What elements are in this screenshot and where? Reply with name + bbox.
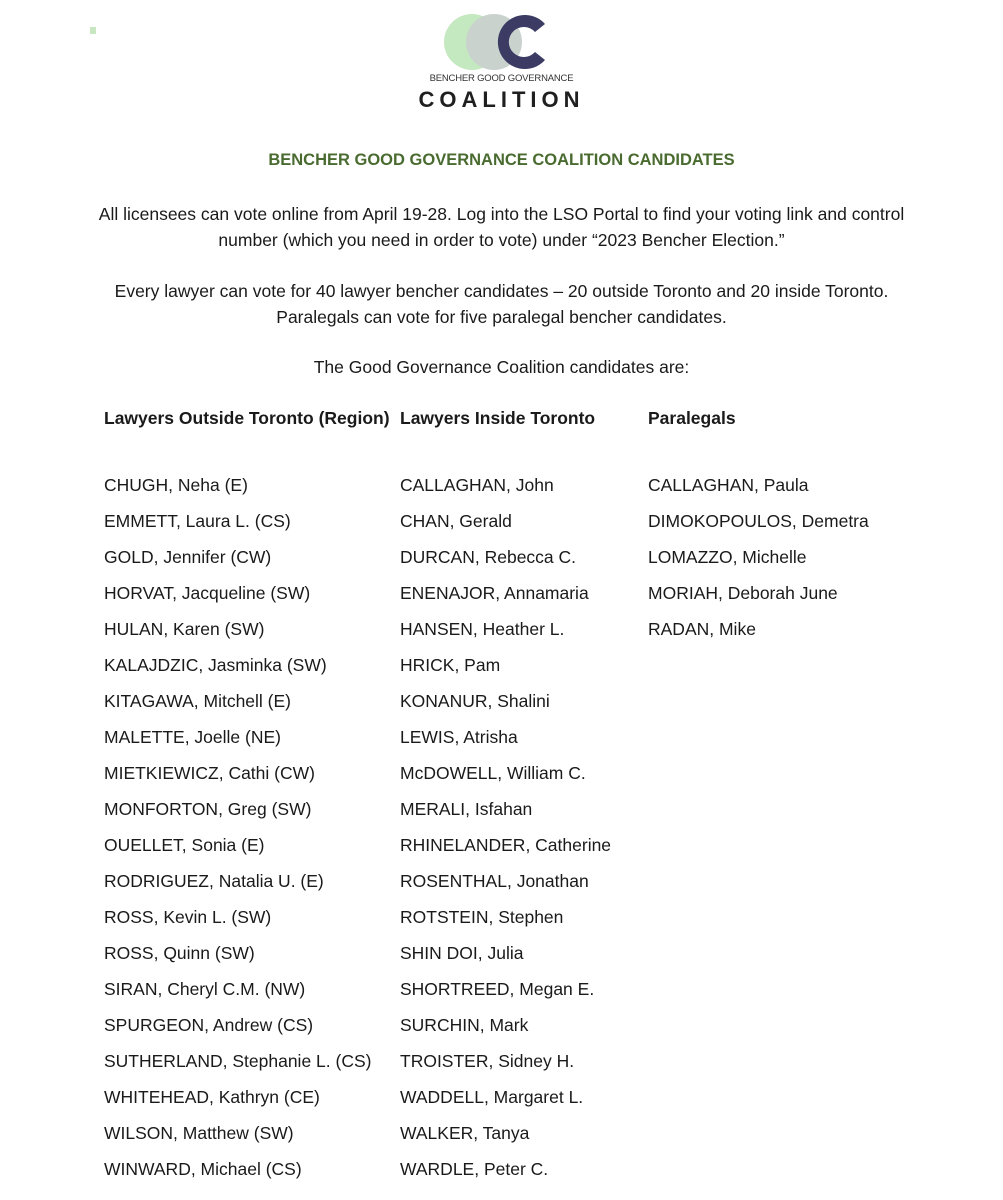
candidate-name: MORIAH, Deborah June	[648, 583, 838, 603]
candidate-name: CHUGH, Neha (E)	[104, 475, 248, 495]
candidate-name: ROSS, Kevin L. (SW)	[104, 907, 272, 927]
candidate-name: LEWIS, Atrisha	[400, 727, 518, 747]
candidate-name: ROTSTEIN, Stephen	[400, 907, 564, 927]
candidate-name: MONFORTON, Greg (SW)	[104, 799, 312, 819]
voting-rules: Every lawyer can vote for 40 lawyer bencher candidates – 20 outside Toronto and 20 inside Toronto. Paralegals can vote for five paralegal bencher candidates.	[114, 281, 889, 327]
logo-mark-icon	[442, 12, 562, 74]
candidate-name: RADAN, Mike	[648, 619, 756, 639]
candidate-name: HULAN, Karen (SW)	[104, 619, 265, 639]
voting-instructions: All licensees can vote online from April 19-28. Log into the LSO Portal to find your voting link and control number (which you need in order to vote) under “2023 Bencher Election.”	[98, 204, 905, 250]
candidate-name: RHINELANDER, Catherine	[400, 835, 612, 855]
candidate-name: SIRAN, Cheryl C.M. (NW)	[104, 979, 306, 999]
logo-subtitle: BENCHER GOOD GOVERNANCE	[429, 73, 574, 84]
candidate-name: WHITEHEAD, Kathryn (CE)	[104, 1087, 320, 1107]
candidate-name: WINWARD, Michael (CS)	[104, 1159, 302, 1179]
candidate-name: HRICK, Pam	[400, 655, 501, 675]
candidate-name: CALLAGHAN, Paula	[648, 475, 809, 495]
candidate-name: WARDLE, Peter C.	[400, 1159, 549, 1179]
candidate-name: RODRIGUEZ, Natalia U. (E)	[104, 871, 324, 891]
candidate-name: MALETTE, Joelle (NE)	[104, 727, 281, 747]
column-heading: Lawyers Outside Toronto (Region)	[104, 408, 390, 428]
candidate-name: SURCHIN, Mark	[400, 1015, 529, 1035]
candidate-name: SHIN DOI, Julia	[400, 943, 524, 963]
candidate-name: McDOWELL, William C.	[400, 763, 586, 783]
candidate-name: GOLD, Jennifer (CW)	[104, 547, 272, 567]
candidate-name: DIMOKOPOULOS, Demetra	[648, 511, 869, 531]
candidate-name: OUELLET, Sonia (E)	[104, 835, 265, 855]
candidate-name: KALAJDZIC, Jasminka (SW)	[104, 655, 327, 675]
candidates-intro: The Good Governance Coalition candidates are:	[313, 357, 690, 377]
candidate-name: KITAGAWA, Mitchell (E)	[104, 691, 292, 711]
candidate-name: SHORTREED, Megan E.	[400, 979, 595, 999]
candidate-name: LOMAZZO, Michelle	[648, 547, 807, 567]
candidate-name: DURCAN, Rebecca C.	[400, 547, 577, 567]
candidate-list	[400, 467, 640, 1187]
candidate-list	[104, 467, 394, 1187]
candidate-name: WADDELL, Margaret L.	[400, 1087, 584, 1107]
column-heading: Paralegals	[648, 408, 736, 428]
candidate-name: SUTHERLAND, Stephanie L. (CS)	[104, 1051, 372, 1071]
candidate-name: HORVAT, Jacqueline (SW)	[104, 583, 311, 603]
candidate-name: SPURGEON, Andrew (CS)	[104, 1015, 314, 1035]
candidate-name: WILSON, Matthew (SW)	[104, 1123, 294, 1143]
column-paralegals	[648, 405, 948, 647]
candidate-name: EMMETT, Laura L. (CS)	[104, 511, 291, 531]
document-title: BENCHER GOOD GOVERNANCE COALITION CANDIDATES	[268, 151, 735, 169]
candidate-list	[648, 467, 948, 647]
candidate-name: ENENAJOR, Annamaria	[400, 583, 589, 603]
candidate-name: MIETKIEWICZ, Cathi (CW)	[104, 763, 315, 783]
candidate-name: WALKER, Tanya	[400, 1123, 530, 1143]
candidate-name: HANSEN, Heather L.	[400, 619, 565, 639]
logo-wordmark: COALITION	[418, 87, 585, 112]
column-heading: Lawyers Inside Toronto	[400, 408, 596, 428]
candidate-name: ROSS, Quinn (SW)	[104, 943, 255, 963]
candidate-name: TROISTER, Sidney H.	[400, 1051, 575, 1071]
candidate-name: CHAN, Gerald	[400, 511, 512, 531]
candidate-name: ROSENTHAL, Jonathan	[400, 871, 589, 891]
column-lawyers-inside-toronto	[400, 405, 640, 1187]
candidate-name: MERALI, Isfahan	[400, 799, 533, 819]
candidate-name: CALLAGHAN, John	[400, 475, 554, 495]
coalition-logo	[0, 12, 1003, 74]
column-lawyers-outside-toronto	[104, 405, 394, 1187]
candidate-name: KONANUR, Shalini	[400, 691, 550, 711]
